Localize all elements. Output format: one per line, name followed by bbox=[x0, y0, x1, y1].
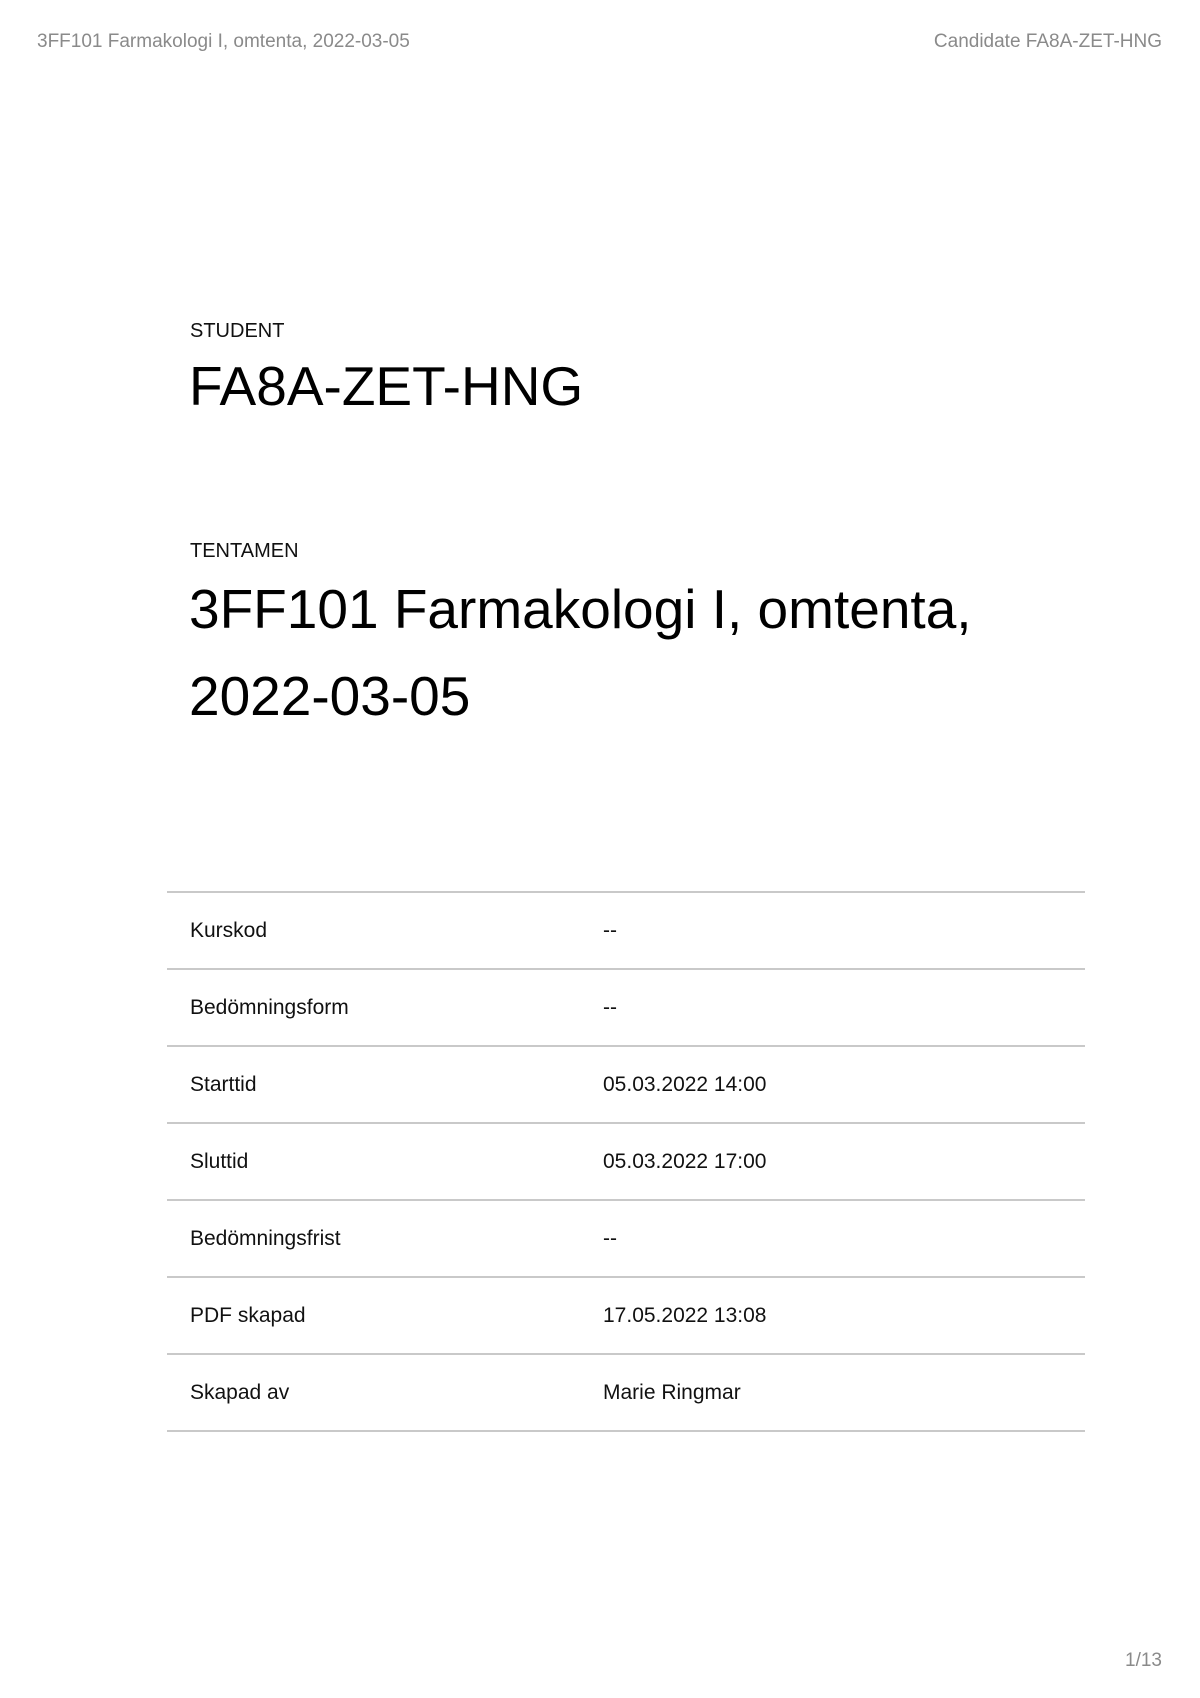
row-key: Skapad av bbox=[167, 1354, 603, 1431]
row-value: 17.05.2022 13:08 bbox=[603, 1277, 1085, 1354]
table-row bbox=[167, 892, 1085, 969]
row-key: Kurskod bbox=[167, 892, 603, 969]
row-value: -- bbox=[603, 969, 1085, 1046]
exam-info-table bbox=[167, 891, 1085, 1432]
table-row bbox=[167, 1123, 1085, 1200]
row-value: 05.03.2022 17:00 bbox=[603, 1123, 1085, 1200]
table-row bbox=[167, 1277, 1085, 1354]
row-key: Bedömningsform bbox=[167, 969, 603, 1046]
row-value: -- bbox=[603, 892, 1085, 969]
row-key: Bedömningsfrist bbox=[167, 1200, 603, 1277]
row-value: 05.03.2022 14:00 bbox=[603, 1046, 1085, 1123]
student-id: FA8A-ZET-HNG bbox=[189, 355, 584, 417]
table-row bbox=[167, 1200, 1085, 1277]
table-row bbox=[167, 1354, 1085, 1431]
page-number: 1/13 bbox=[1125, 1650, 1162, 1671]
row-value: -- bbox=[603, 1200, 1085, 1277]
running-header-exam-title: 3FF101 Farmakologi I, omtenta, 2022-03-05 bbox=[37, 31, 410, 52]
running-header-candidate: Candidate FA8A-ZET-HNG bbox=[933, 31, 1162, 52]
row-key: Sluttid bbox=[167, 1123, 603, 1200]
row-key: PDF skapad bbox=[167, 1277, 603, 1354]
exam-label: TENTAMEN bbox=[190, 540, 299, 562]
row-key: Starttid bbox=[167, 1046, 603, 1123]
table-row bbox=[167, 969, 1085, 1046]
student-label: STUDENT bbox=[190, 320, 285, 342]
table-row bbox=[167, 1046, 1085, 1123]
row-value: Marie Ringmar bbox=[603, 1354, 1085, 1431]
exam-title: 3FF101 Farmakologi I, omtenta, 2022-03-05 bbox=[189, 578, 972, 727]
